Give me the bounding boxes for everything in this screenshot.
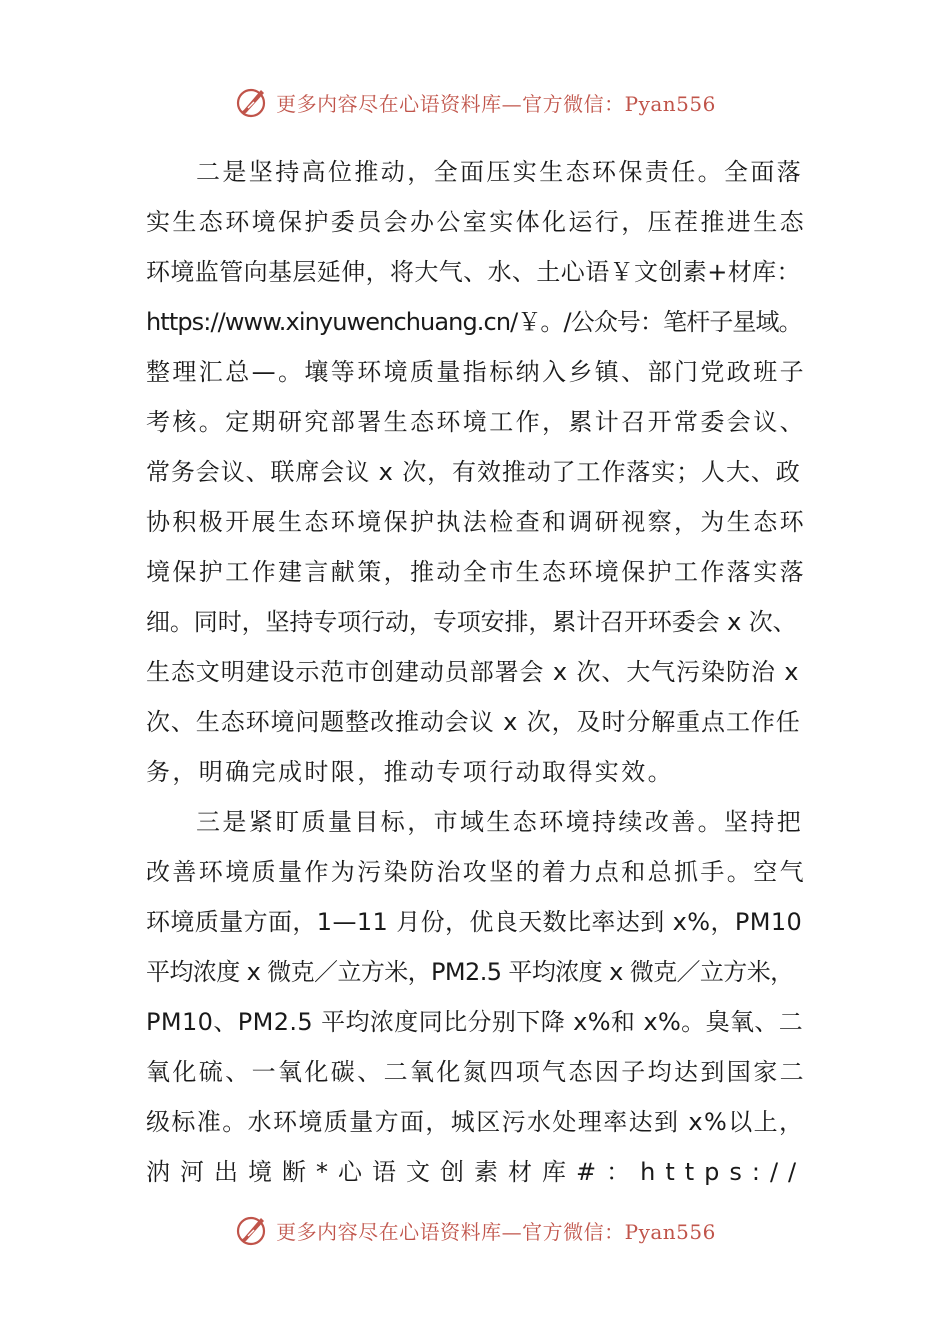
watermark-text: 更多内容尽在心语资料库—官方微信：Pyan556 [276,91,716,116]
paragraph-2 [146,797,810,1197]
text-line: 次、生态环境问题整改推动会议 x 次，及时分解重点工作任 [146,708,801,736]
text-line: 协积极开展生态环境保护执法检查和调研视察，为生态环 [146,508,806,536]
text-line: https://www.xinyuwenchuang.cn/￥。/公众号：笔杆子星域。 [146,308,802,336]
text-line: 平均浓度 x 微克／立方米，PM2.5 平均浓度 x 微克／立方米， [146,958,794,986]
text-line: 细。同时，坚持专项行动，专项安排，累计召开环委会 x 次、 [146,608,797,636]
footer-watermark [0,1210,950,1250]
text-line: 氧化硫、一氧化碳、二氧化氮四项气态因子均达到国家二 [146,1058,806,1086]
text-line: 二是坚持高位推动，全面压实生态环保责任。全面落 [196,158,804,186]
header-watermark [0,82,950,122]
text-line: 生态文明建设示范市创建动员部署会 x 次、大气污染防治 x [146,658,800,686]
quill-pen-logo-icon [234,1212,270,1248]
text-line: 实生态环境保护委员会办公室实体化运行，压茬推进生态 [146,208,806,236]
text-line: 常务会议、联席会议 x 次，有效推动了工作落实；人大、政 [146,458,801,486]
text-line: 三是紧盯质量目标，市域生态环境持续改善。坚持把 [196,808,804,836]
text-line: 汭河出境断*心语文创素材库#：https:// [146,1158,807,1186]
text-line: PM10、PM2.5 平均浓度同比分别下降 x%和 x%。臭氧、二 [146,1008,804,1036]
paragraph-1 [146,147,810,797]
document-body [146,147,810,1197]
quill-pen-logo-icon [234,84,270,120]
text-line: 改善环境质量作为污染防治攻坚的着力点和总抓手。空气 [146,858,806,886]
text-line: 整理汇总—。壤等环境质量指标纳入乡镇、部门党政班子 [146,358,806,386]
text-line: 考核。定期研究部署生态环境工作，累计召开常委会议、 [146,408,806,436]
watermark-text: 更多内容尽在心语资料库—官方微信：Pyan556 [276,1219,716,1244]
text-line: 环境监管向基层延伸，将大气、水、土心语￥文创素+材库： [146,258,801,286]
text-line: 务，明确完成时限，推动专项行动取得实效。 [146,758,674,786]
text-line: 级标准。水环境质量方面，城区污水处理率达到 x%以上， [146,1108,805,1136]
text-line: 环境质量方面，1—11 月份，优良天数比率达到 x%，PM10 [146,908,803,936]
text-line: 境保护工作建言献策，推动全市生态环境保护工作落实落 [146,558,806,586]
